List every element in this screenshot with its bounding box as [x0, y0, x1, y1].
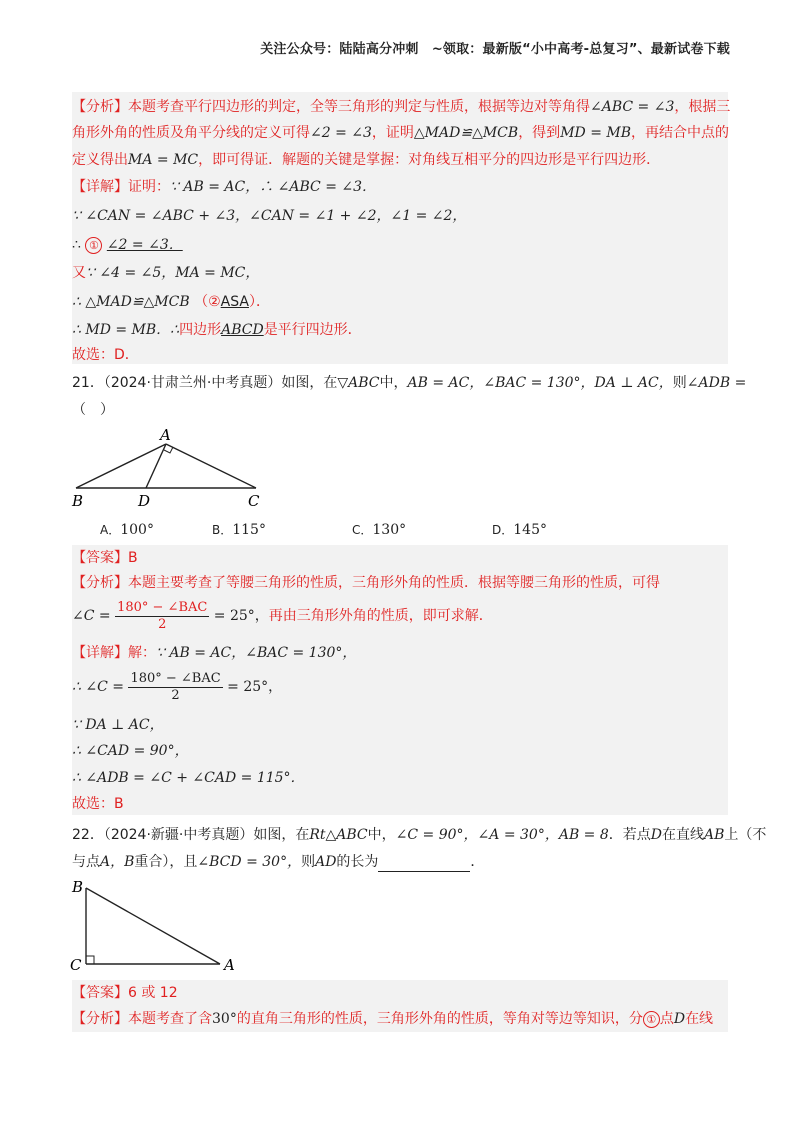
analysis-text: 的直角三角形的性质，三角形外角的性质，等角对等边等知识，分 [236, 1011, 643, 1027]
math-expr: ∠2 = ∠3． [106, 237, 183, 253]
question-text: 在直线 [662, 827, 705, 843]
question-text: 21．（2024·甘肃兰州·中考真题）如图，在 [72, 375, 338, 391]
label-c: C [70, 956, 82, 974]
proof-line-5 [72, 292, 270, 312]
analysis-label: 【分析】 [72, 99, 128, 115]
analysis-text: ，得到 [518, 125, 561, 141]
math-expr: AB = AC，∠BAC = 130°，DA ⊥ AC， [407, 375, 673, 391]
q22-stem-line-2 [72, 852, 484, 872]
q21-detail-line-3 [72, 715, 164, 735]
fraction-numerator: 180° − ∠BAC [117, 599, 208, 615]
q21-figure [70, 428, 270, 512]
segment-ab [76, 444, 166, 488]
question-text: 中， [379, 375, 408, 391]
question-text: 则 [301, 854, 316, 870]
math-expr: ∠BCD = 30°， [197, 854, 302, 870]
math-expr: ∵ DA ⊥ AC， [72, 717, 164, 733]
choose-text: 故选：D． [72, 347, 139, 363]
math-expr: ▽ABC [337, 375, 380, 391]
q21-stem-line-2 [72, 400, 114, 420]
fraction-denominator: 2 [158, 616, 167, 632]
detail-text: ）． [248, 294, 270, 310]
answer-blank[interactable] [378, 857, 470, 872]
math-expr: ∴ MD = MB．∴ [72, 322, 180, 338]
analysis-text: 点 [659, 1011, 674, 1027]
analysis-text: ，证明 [371, 125, 414, 141]
q22-stem-line-1 [72, 825, 766, 845]
q21-analysis-line-1 [72, 573, 660, 593]
answer-label: 【答案】 [72, 550, 128, 566]
answer-value: 6 或 12 [128, 985, 178, 1001]
question-text: 重合），且 [134, 854, 198, 870]
label-b: B [72, 878, 84, 896]
analysis-text: 本题考查了含 [128, 1011, 212, 1027]
proof-line-4 [72, 263, 259, 283]
math-expr: ∠C = 90°，∠A = 30°，AB = 8 [395, 827, 609, 843]
q21-stem-line-1 [72, 373, 746, 393]
math-expr: ∠2 = ∠3 [310, 125, 372, 141]
label-d: D [138, 492, 151, 510]
question-text: 的长为 [336, 854, 379, 870]
math-expr: ∠C = [72, 608, 111, 624]
q21-detail-line-1 [72, 643, 356, 663]
question-text: 22．（2024·新疆·中考真题）如图，在 [72, 827, 310, 843]
math-expr: Rt△ABC [309, 827, 368, 843]
label-a: A [224, 956, 235, 974]
option-letter: D． [492, 523, 514, 537]
math-expr: ∴ △MAD≌△MCB [72, 294, 190, 310]
option-b[interactable] [212, 520, 266, 540]
q21-choose-line [72, 794, 124, 814]
q21-detail-line-4 [72, 741, 189, 761]
question-text: 中， [367, 827, 396, 843]
analysis-text: 定义得出 [72, 152, 128, 168]
math-expr: △MAD≌△MCB [413, 125, 519, 141]
math-expr: ∴ ∠CAD = 90°， [72, 743, 189, 759]
label-a: A [160, 428, 171, 444]
analysis-text: 再由三角形外角的性质，即可求解． [268, 608, 493, 624]
math-expr: ABCD [221, 322, 264, 338]
asa-underlined: ASA [220, 294, 249, 310]
choose-text: 故选：B [72, 796, 124, 812]
analysis-label: 【分析】 [72, 575, 128, 591]
option-a[interactable] [100, 520, 154, 540]
detail-text: 证明： [128, 179, 170, 195]
option-value: 115° [232, 522, 266, 538]
option-letter: A． [100, 523, 121, 537]
option-value: 130° [372, 522, 407, 538]
math-expr: ∠ABC = ∠3 [590, 99, 675, 115]
answer-paren: （ ） [72, 402, 114, 418]
question-text: 上（不 [724, 827, 767, 843]
option-value: 100° [120, 522, 154, 538]
analysis-line-1 [72, 97, 730, 117]
question-text: 则 [672, 375, 687, 391]
q22-analysis-line [72, 1009, 713, 1029]
option-letter: C． [352, 523, 373, 537]
proof-line-3 [72, 235, 183, 255]
analysis-text: ，再结合中点的 [631, 125, 730, 141]
page-header: 关注公众号：陆陆高分冲刺 ~领取：最新版“小中高考-总复习”、最新试卷下载 [260, 42, 730, 57]
math-expr: AD [315, 854, 337, 870]
q22-figure [70, 876, 250, 974]
analysis-text: 在线 [685, 1011, 714, 1027]
option-c[interactable] [352, 520, 406, 540]
q21-answer-line [72, 548, 138, 568]
detail-label: 【详解】 [72, 179, 128, 195]
q22-answer-line [72, 983, 178, 1003]
math-expr: 30° [212, 1011, 237, 1027]
math-expr: AB [704, 827, 725, 843]
q21-detail-line-2 [72, 667, 282, 707]
option-d[interactable] [492, 520, 547, 540]
analysis-line-2 [72, 123, 729, 143]
detail-text: （② [194, 294, 221, 310]
label-b: B [72, 492, 84, 510]
math-expr: ∵ AB = AC，∠BAC = 130°， [156, 645, 357, 661]
proof-line-6 [72, 320, 362, 340]
question-text: 与点 [72, 854, 100, 870]
math-expr: ∠ADB = [686, 375, 747, 391]
detail-text: 解： [128, 645, 156, 661]
math-expr: = 25°， [227, 679, 283, 695]
segment-ab [86, 888, 220, 964]
proof-line-2 [72, 206, 466, 226]
math-expr: ∵ ∠CAN = ∠ABC + ∠3，∠CAN = ∠1 + ∠2，∠1 = ∠2， [72, 208, 467, 224]
math-expr: ∵ ∠4 = ∠5，MA = MC， [86, 265, 260, 281]
option-letter: B． [212, 523, 233, 537]
fraction [115, 600, 209, 633]
analysis-line-3 [72, 150, 660, 170]
label-c: C [248, 492, 260, 510]
detail-text: 是平行四边形． [263, 322, 362, 338]
circled-number: ① [85, 237, 102, 254]
math-expr: MD = MB [560, 125, 632, 141]
analysis-text: 本题主要考查了等腰三角形的性质，三角形外角的性质．根据等腰三角形的性质，可得 [128, 575, 660, 591]
math-expr: A，B [100, 854, 135, 870]
analysis-text: ，即可得证．解题的关键是掌握：对角线互相平分的四边形是平行四边形． [198, 152, 661, 168]
analysis-text: 本题考查平行四边形的判定，全等三角形的判定与性质，根据等边对等角得 [128, 99, 590, 115]
segment-ad [146, 444, 166, 488]
question-text: ． [470, 854, 485, 870]
detail-text: 又 [72, 265, 86, 281]
fraction [128, 671, 222, 704]
right-angle-mark [86, 956, 94, 964]
segment-ac [166, 444, 256, 488]
analysis-text: 角形外角的性质及角平分线的定义可得 [72, 125, 310, 141]
fraction-numerator: 180° − ∠BAC [130, 670, 221, 686]
analysis-label: 【分析】 [72, 1011, 128, 1027]
detail-label: 【详解】 [72, 645, 128, 661]
math-expr: ∴ ∠ADB = ∠C + ∠CAD = 115°． [72, 770, 305, 786]
option-value: 145° [513, 522, 547, 538]
math-expr: ∵ AB = AC，∴ ∠ABC = ∠3． [170, 179, 377, 195]
choose-line [72, 345, 139, 365]
q21-analysis-line-2 [72, 596, 493, 636]
right-angle-mark [164, 447, 173, 453]
answer-label: 【答案】 [72, 985, 128, 1001]
circled-number: ① [643, 1011, 660, 1028]
detail-line-1 [72, 177, 376, 197]
math-expr: ∴ ∠C = [72, 679, 124, 695]
math-expr: = 25°， [213, 608, 269, 624]
therefore-symbol: ∴ [72, 237, 81, 253]
math-expr: MA = MC [128, 152, 199, 168]
math-expr: D [673, 1011, 686, 1027]
answer-value: B [128, 550, 138, 566]
analysis-text: ，根据三 [674, 99, 731, 115]
detail-text: 四边形 [179, 322, 222, 338]
question-text: ．若点 [608, 827, 651, 843]
q21-detail-line-5 [72, 768, 305, 788]
fraction-denominator: 2 [171, 687, 180, 703]
math-expr: D [650, 827, 663, 843]
